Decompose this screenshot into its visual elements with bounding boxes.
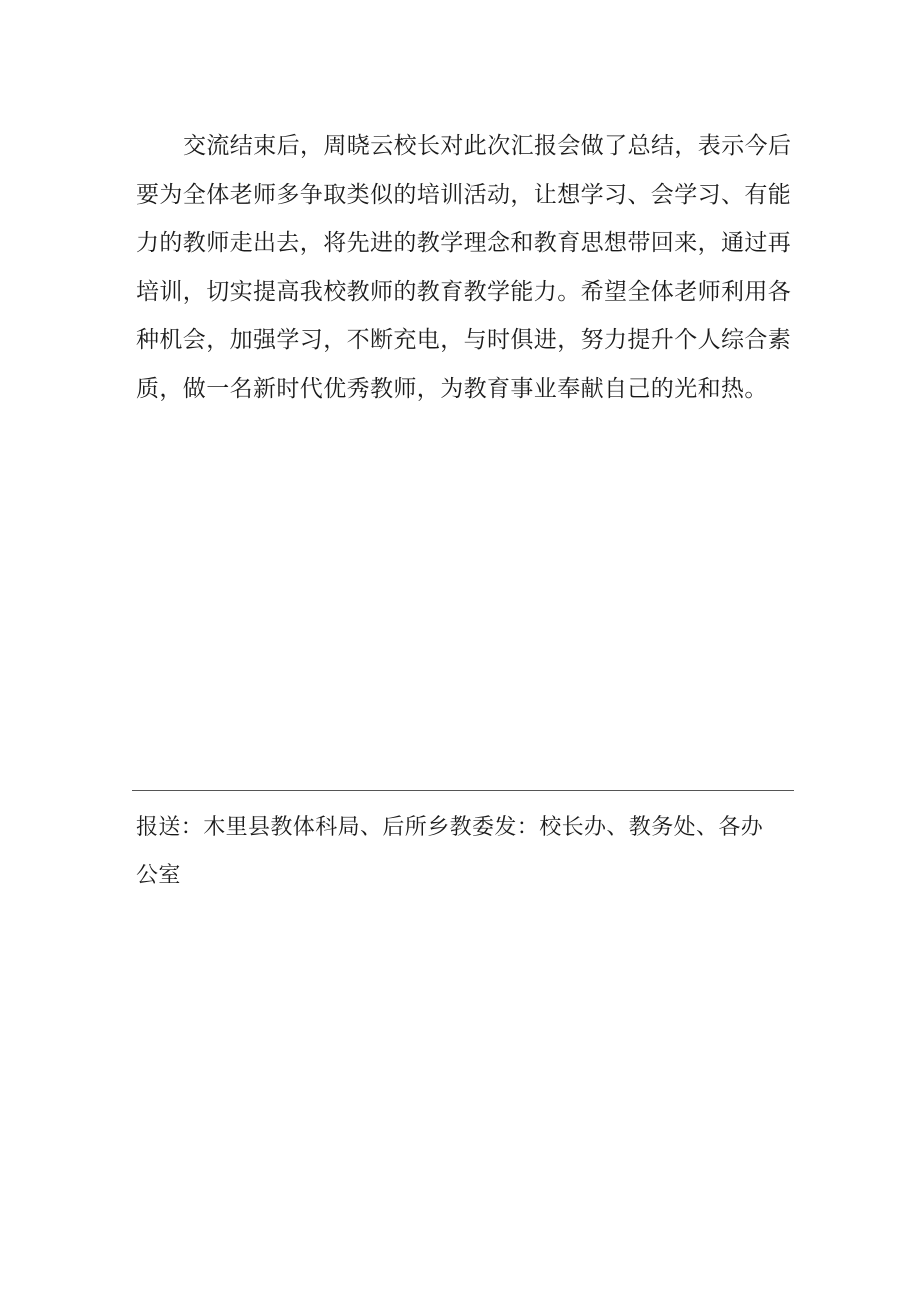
- paragraph-line: 质，做一名新时代优秀教师，为教育事业奉献自己的光和热。: [136, 375, 768, 402]
- horizontal-divider: [132, 790, 794, 791]
- summary-paragraph: [136, 122, 796, 413]
- paragraph-line: 种机会，加强学习，不断充电，与时俱进，努力提升个人综合素: [136, 327, 792, 353]
- paragraph-line: 力的教师走出去，将先进的教学理念和教育思想带回来，通过再: [136, 230, 792, 256]
- distribution-list: [136, 804, 796, 900]
- distribution-line: 公室: [136, 863, 181, 888]
- paragraph-line: 交流结束后，周晓云校长对此次汇报会做了总结，表示今后: [183, 133, 792, 159]
- paragraph-line: 要为全体老师多争取类似的培训活动，让想学习、会学习、有能: [136, 181, 792, 208]
- distribution-line: 报送：木里县教体科局、后所乡教委发：校长办、教务处、各办: [136, 815, 764, 840]
- paragraph-line: 培训，切实提高我校教师的教育教学能力。希望全体老师利用各: [136, 278, 792, 305]
